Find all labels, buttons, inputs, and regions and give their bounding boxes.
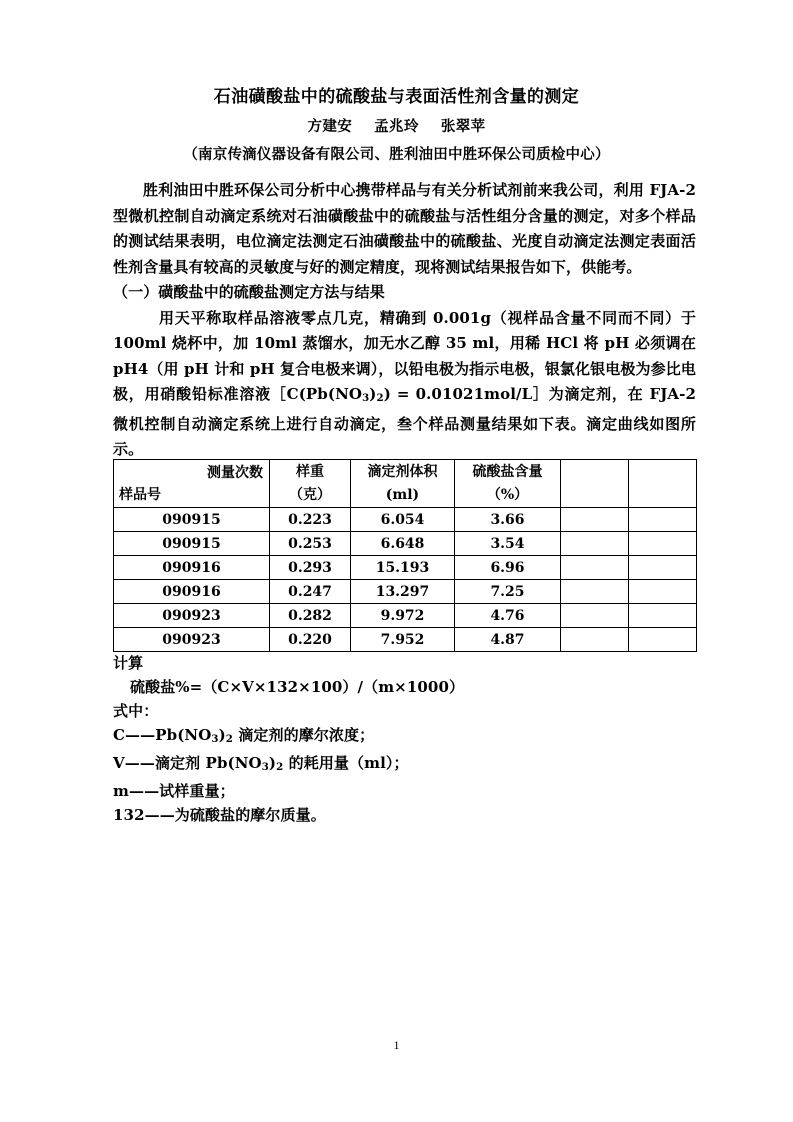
results-table-wrapper — [113, 459, 696, 652]
cell-sample-weight: 0.282 — [270, 604, 351, 628]
table-header-blank-1 — [561, 460, 629, 508]
header-line-2: (ml) — [385, 486, 420, 503]
sulfate-formula: 硫酸盐%=（C×V×132×100）/（m×1000） — [130, 678, 465, 696]
definition-v-suffix: 的耗用量（ml）； — [283, 754, 409, 773]
table-header-blank-2 — [629, 460, 697, 508]
cell-titrant-volume: 13.297 — [351, 580, 455, 604]
cell-sample-id: 090923 — [114, 604, 270, 628]
cell-blank-1 — [561, 532, 629, 556]
cell-sample-weight: 0.220 — [270, 628, 351, 652]
method-subscript-2: 2 — [376, 392, 384, 405]
cell-blank-2 — [629, 580, 697, 604]
header-line-2: （克） — [289, 486, 331, 503]
table-header-sample-weight — [270, 460, 351, 508]
cell-titrant-volume: 6.648 — [351, 532, 455, 556]
cell-sample-id: 090916 — [114, 556, 270, 580]
definition-c — [113, 723, 696, 751]
cell-sulfate-content: 4.76 — [455, 604, 561, 628]
cell-sulfate-content: 3.54 — [455, 532, 561, 556]
author-3: 张翠苹 — [440, 117, 486, 135]
cell-sulfate-content: 4.87 — [455, 628, 561, 652]
calculation-heading: 计算 — [113, 654, 144, 672]
cell-sample-weight: 0.253 — [270, 532, 351, 556]
definition-c-sub-1: 3 — [211, 733, 219, 746]
table-body — [114, 508, 697, 652]
corner-measure-count-label: 测量次数 — [207, 465, 263, 481]
table-row — [114, 556, 697, 580]
cell-titrant-volume: 15.193 — [351, 556, 455, 580]
table-row — [114, 580, 697, 604]
cell-blank-2 — [629, 508, 697, 532]
definition-c-suffix: 滴定剂的摩尔浓度； — [233, 726, 375, 744]
cell-blank-2 — [629, 628, 697, 652]
method-text-part2: ) — [369, 385, 377, 403]
definition-m: m——试样重量； — [113, 782, 235, 801]
page-number: 1 — [393, 1038, 400, 1052]
definition-v — [113, 751, 696, 779]
definition-c-prefix: C——Pb(NO — [113, 726, 212, 744]
cell-sample-weight: 0.293 — [270, 556, 351, 580]
cell-sample-id: 090916 — [114, 580, 270, 604]
table-row — [114, 604, 697, 628]
method-paragraph — [113, 306, 696, 463]
table-header-sulfate-content — [455, 460, 561, 508]
method-subscript-1: 3 — [362, 392, 370, 405]
method-text-part3: ) = 0.01021mol/L］为滴定剂，在 FJA-2 微机控制自动滴定系统上进行自动滴定，叁个样品测量结果如下表。滴定曲线如图所示。 — [113, 385, 696, 459]
where-label: 式中： — [113, 702, 159, 720]
title-block — [107, 0, 687, 164]
table-row — [114, 532, 697, 556]
definition-v-sub-1: 3 — [261, 761, 269, 774]
table-row — [114, 508, 697, 532]
cell-sample-id: 090923 — [114, 628, 270, 652]
body-content — [113, 178, 696, 463]
cell-sulfate-content: 6.96 — [455, 556, 561, 580]
affiliation-line: （南京传滴仪器设备有限公司、胜利油田中胜环保公司质检中心） — [183, 145, 610, 163]
cell-blank-1 — [561, 508, 629, 532]
cell-blank-2 — [629, 604, 697, 628]
header-line-2: （%） — [486, 486, 529, 503]
definition-v-prefix: V——滴定剂 Pb(NO — [113, 754, 262, 773]
header-line-1: 硫酸盐含量 — [472, 463, 543, 480]
cell-blank-1 — [561, 628, 629, 652]
table-row — [114, 628, 697, 652]
header-line-1: 样重 — [296, 463, 324, 480]
definition-molar-mass: 132——为硫酸盐的摩尔质量。 — [113, 806, 326, 825]
calculation-block — [113, 651, 696, 827]
cell-sample-id: 090915 — [114, 508, 270, 532]
cell-titrant-volume: 6.054 — [351, 508, 455, 532]
results-table — [113, 459, 697, 652]
table-header-row — [114, 460, 697, 508]
author-1: 方建安 — [307, 117, 353, 135]
cell-sample-weight: 0.223 — [270, 508, 351, 532]
corner-sample-id-label: 样品号 — [119, 487, 161, 503]
author-2: 孟兆玲 — [374, 117, 419, 135]
definition-c-mid: ) — [218, 726, 226, 744]
intro-paragraph: 胜利油田中胜环保公司分析中心携带样品与有关分析试剂前来我公司，利用 FJA-2 型微机控制自动滴定系统对石油磺酸盐中的硫酸盐与活性组分含量的测定，对多个样品的测试结果表明，电位滴定法测定石油磺酸盐中的硫酸盐、光度自动滴定法测定表面活性剂含量具有较高的灵敏度与好的测定精度，现将测试结果报告如下，供能考。 — [113, 181, 696, 276]
table-header-titrant-volume — [351, 460, 455, 508]
definition-v-mid: ) — [268, 754, 277, 773]
definition-v-sub-2: 2 — [276, 761, 284, 774]
table-header-corner — [114, 460, 270, 508]
cell-sample-id: 090915 — [114, 532, 270, 556]
cell-titrant-volume: 7.952 — [351, 628, 455, 652]
cell-sulfate-content: 7.25 — [455, 580, 561, 604]
cell-blank-2 — [629, 556, 697, 580]
cell-titrant-volume: 9.972 — [351, 604, 455, 628]
cell-sulfate-content: 3.66 — [455, 508, 561, 532]
method-text-part1: 用天平称取样品溶液零点几克，精确到 0.001g（视样品含量不同而不同）于 100ml 烧杯中，加 10ml 蒸馏水，加无水乙醇 35 ml，用稀 HCl 将 pH 必须调在 pH4（用 pH 计和 pH 复合电极来调），以铅电极为指示电极，银氯化银电极为参比电极，用硝酸铅标准溶液［C(Pb(NO — [113, 308, 696, 403]
section-one-heading: （一）磺酸盐中的硫酸盐测定方法与结果 — [113, 283, 385, 301]
cell-blank-1 — [561, 556, 629, 580]
cell-sample-weight: 0.247 — [270, 580, 351, 604]
definition-c-sub-2: 2 — [225, 733, 233, 746]
page-title: 石油磺酸盐中的硫酸盐与表面活性剂含量的测定 — [213, 87, 580, 107]
cell-blank-1 — [561, 604, 629, 628]
author-line — [107, 115, 687, 136]
cell-blank-2 — [629, 532, 697, 556]
header-line-1: 滴定剂体积 — [367, 463, 438, 480]
cell-blank-1 — [561, 580, 629, 604]
